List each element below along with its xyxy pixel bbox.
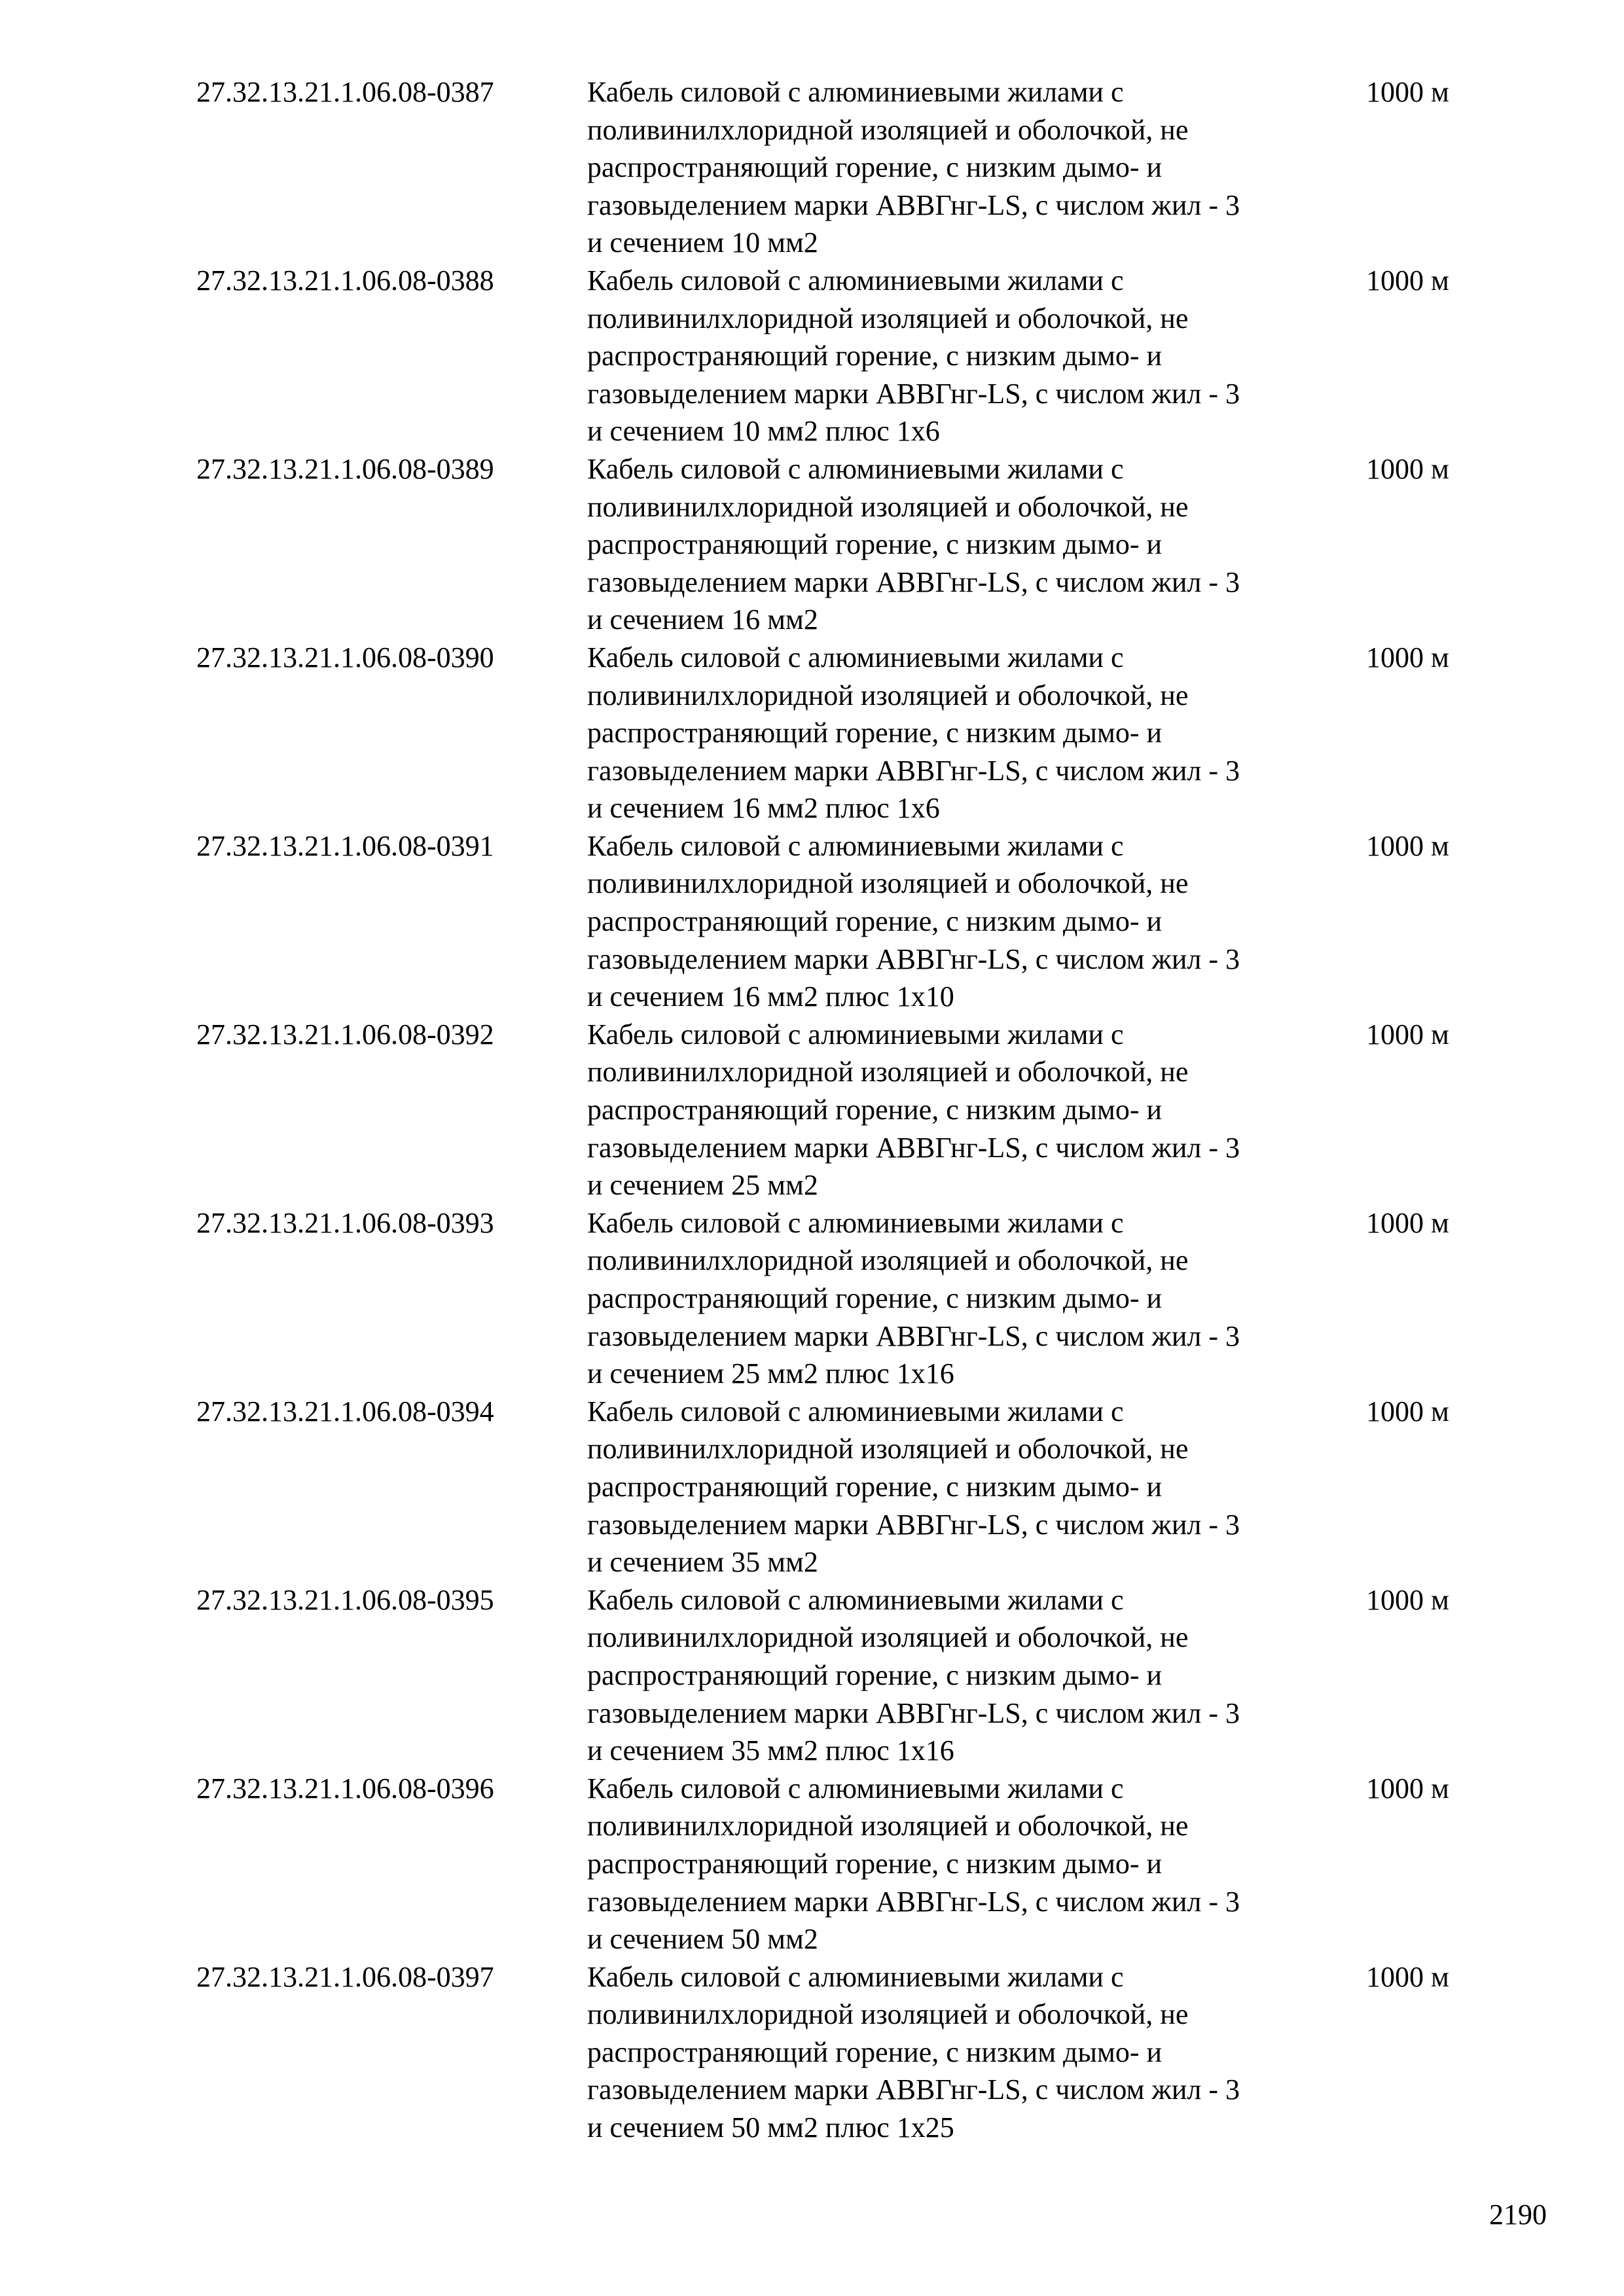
description-line: газовыделением марки АВВГнг-LS, с числом жил - 3	[587, 1885, 1240, 1918]
resource-code: 27.32.13.21.1.06.08-0397	[196, 1960, 494, 1993]
resource-code: 27.32.13.21.1.06.08-0391	[196, 829, 494, 862]
description-line: распространяющий горение, с низким дымо- и	[587, 905, 1163, 938]
catalog-row	[196, 639, 1506, 827]
description-line: газовыделением марки АВВГнг-LS, с числом жил - 3	[587, 377, 1240, 410]
resource-code: 27.32.13.21.1.06.08-0394	[196, 1395, 494, 1427]
description-line: газовыделением марки АВВГнг-LS, с числом жил - 3	[587, 1696, 1240, 1729]
description-line: поливинилхлоридной изоляцией и оболочкой, не	[587, 1244, 1189, 1277]
description-line: Кабель силовой с алюминиевыми жилами с	[587, 1772, 1124, 1804]
resource-description	[587, 1770, 1366, 1958]
description-line: распространяющий горение, с низким дымо- и	[587, 1470, 1163, 1503]
resource-code: 27.32.13.21.1.06.08-0393	[196, 1206, 494, 1239]
description-line: газовыделением марки АВВГнг-LS, с числом жил - 3	[587, 565, 1240, 598]
description-line: поливинилхлоридной изоляцией и оболочкой, не	[587, 1998, 1189, 2031]
unit-of-measure: 1000 м	[1366, 264, 1449, 296]
description-line: Кабель силовой с алюминиевыми жилами с	[587, 76, 1124, 108]
resource-description	[587, 1204, 1366, 1393]
description-line: и сечением 25 мм2	[587, 1169, 818, 1202]
description-line: распространяющий горение, с низким дымо- и	[587, 151, 1163, 184]
description-line: поливинилхлоридной изоляцией и оболочкой, не	[587, 1621, 1189, 1654]
catalog-row	[196, 1016, 1506, 1204]
description-line: и сечением 16 мм2 плюс 1х6	[587, 792, 940, 825]
description-line: и сечением 16 мм2	[587, 603, 818, 636]
description-line: поливинилхлоридной изоляцией и оболочкой, не	[587, 867, 1189, 900]
description-line: Кабель силовой с алюминиевыми жилами с	[587, 452, 1124, 485]
unit-of-measure: 1000 м	[1366, 452, 1449, 485]
description-line: поливинилхлоридной изоляцией и оболочкой, не	[587, 1056, 1189, 1088]
resource-code: 27.32.13.21.1.06.08-0388	[196, 264, 494, 296]
resource-catalog-list	[196, 73, 1506, 2147]
resource-description	[587, 1958, 1366, 2147]
description-line: газовыделением марки АВВГнг-LS, с числом жил - 3	[587, 188, 1240, 221]
unit-of-measure: 1000 м	[1366, 1583, 1449, 1616]
description-line: и сечением 35 мм2	[587, 1546, 818, 1579]
description-line: распространяющий горение, с низким дымо- и	[587, 2036, 1163, 2068]
catalog-row	[196, 1581, 1506, 1770]
resource-code: 27.32.13.21.1.06.08-0389	[196, 452, 494, 485]
unit-of-measure: 1000 м	[1366, 829, 1449, 862]
resource-code: 27.32.13.21.1.06.08-0392	[196, 1018, 494, 1050]
description-line: поливинилхлоридной изоляцией и оболочкой, не	[587, 113, 1189, 146]
resource-description	[587, 1016, 1366, 1204]
description-line: газовыделением марки АВВГнг-LS, с числом жил - 3	[587, 1319, 1240, 1352]
description-line: Кабель силовой с алюминиевыми жилами с	[587, 1395, 1124, 1427]
resource-description	[587, 1581, 1366, 1770]
description-line: распространяющий горение, с низким дымо- и	[587, 717, 1163, 749]
description-line: поливинилхлоридной изоляцией и оболочкой, не	[587, 679, 1189, 711]
catalog-row	[196, 827, 1506, 1016]
description-line: распространяющий горение, с низким дымо- и	[587, 1282, 1163, 1314]
description-line: поливинилхлоридной изоляцией и оболочкой, не	[587, 302, 1189, 334]
unit-of-measure: 1000 м	[1366, 76, 1449, 108]
description-line: поливинилхлоридной изоляцией и оболочкой, не	[587, 1810, 1189, 1842]
description-line: газовыделением марки АВВГнг-LS, с числом жил - 3	[587, 1508, 1240, 1541]
catalog-row	[196, 73, 1506, 262]
catalog-row	[196, 1204, 1506, 1393]
unit-of-measure: 1000 м	[1366, 1395, 1449, 1427]
description-line: и сечением 35 мм2 плюс 1х16	[587, 1734, 954, 1767]
description-line: Кабель силовой с алюминиевыми жилами с	[587, 1583, 1124, 1616]
description-line: и сечением 16 мм2 плюс 1х10	[587, 980, 954, 1013]
description-line: распространяющий горение, с низким дымо- и	[587, 1659, 1163, 1691]
description-line: и сечением 10 мм2 плюс 1х6	[587, 415, 940, 448]
unit-of-measure: 1000 м	[1366, 1018, 1449, 1050]
description-line: поливинилхлоридной изоляцией и оболочкой, не	[587, 490, 1189, 523]
description-line: распространяющий горение, с низким дымо- и	[587, 528, 1163, 561]
description-line: и сечением 10 мм2	[587, 226, 818, 259]
catalog-row	[196, 1770, 1506, 1958]
description-line: газовыделением марки АВВГнг-LS, с числом жил - 3	[587, 2073, 1240, 2106]
resource-code: 27.32.13.21.1.06.08-0395	[196, 1583, 494, 1616]
catalog-row	[196, 450, 1506, 639]
catalog-row	[196, 262, 1506, 450]
unit-of-measure: 1000 м	[1366, 641, 1449, 673]
resource-description	[587, 450, 1366, 639]
description-line: газовыделением марки АВВГнг-LS, с числом жил - 3	[587, 754, 1240, 787]
unit-of-measure: 1000 м	[1366, 1206, 1449, 1239]
unit-of-measure: 1000 м	[1366, 1960, 1449, 1993]
resource-description	[587, 639, 1366, 827]
resource-code: 27.32.13.21.1.06.08-0387	[196, 76, 494, 108]
description-line: и сечением 50 мм2	[587, 1923, 818, 1956]
resource-code: 27.32.13.21.1.06.08-0396	[196, 1772, 494, 1804]
description-line: газовыделением марки АВВГнг-LS, с числом жил - 3	[587, 942, 1240, 975]
resource-description	[587, 262, 1366, 450]
description-line: распространяющий горение, с низким дымо- и	[587, 1847, 1163, 1880]
unit-of-measure: 1000 м	[1366, 1772, 1449, 1804]
description-line: Кабель силовой с алюминиевыми жилами с	[587, 829, 1124, 862]
description-line: Кабель силовой с алюминиевыми жилами с	[587, 264, 1124, 296]
resource-description	[587, 1393, 1366, 1581]
description-line: распространяющий горение, с низким дымо- и	[587, 1094, 1163, 1126]
resource-description	[587, 73, 1366, 262]
description-line: и сечением 25 мм2 плюс 1х16	[587, 1357, 954, 1390]
description-line: Кабель силовой с алюминиевыми жилами с	[587, 1960, 1124, 1993]
catalog-row	[196, 1393, 1506, 1581]
description-line: Кабель силовой с алюминиевыми жилами с	[587, 1018, 1124, 1050]
page-number: 2190	[1489, 2198, 1547, 2231]
description-line: поливинилхлоридной изоляцией и оболочкой, не	[587, 1433, 1189, 1465]
catalog-row	[196, 1958, 1506, 2147]
resource-code: 27.32.13.21.1.06.08-0390	[196, 641, 494, 673]
description-line: Кабель силовой с алюминиевыми жилами с	[587, 1206, 1124, 1239]
description-line: и сечением 50 мм2 плюс 1х25	[587, 2111, 954, 2144]
description-line: газовыделением марки АВВГнг-LS, с числом жил - 3	[587, 1131, 1240, 1164]
resource-description	[587, 827, 1366, 1016]
description-line: Кабель силовой с алюминиевыми жилами с	[587, 641, 1124, 673]
description-line: распространяющий горение, с низким дымо- и	[587, 340, 1163, 372]
